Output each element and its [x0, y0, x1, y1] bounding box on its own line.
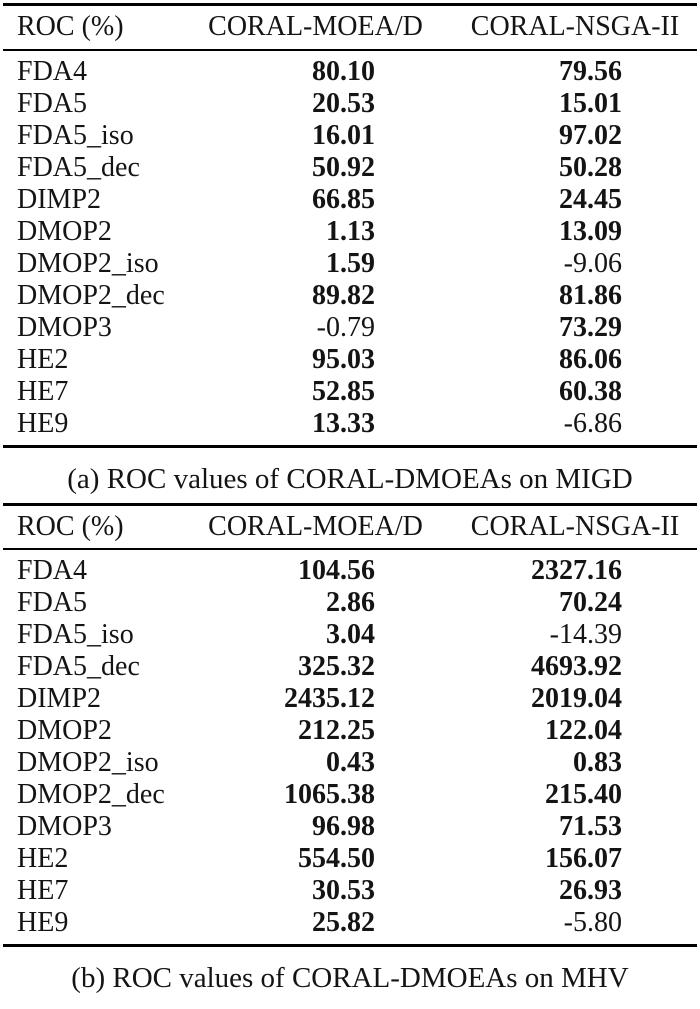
col-header-coral-moead: CORAL-MOEA/D — [208, 510, 423, 542]
problem-name-cell: DIMP2 — [17, 683, 102, 714]
table-row — [3, 875, 697, 907]
value-cell: 73.29 — [559, 311, 622, 343]
table-row — [3, 248, 697, 280]
problem-name-cell: FDA5_dec — [17, 651, 140, 682]
value-cell: 104.56 — [298, 555, 375, 586]
table-row — [3, 88, 697, 120]
problem-name-cell: FDA4 — [17, 555, 88, 586]
table-row — [3, 715, 697, 747]
problem-name-cell: HE9 — [17, 407, 69, 439]
value-cell: -6.86 — [563, 407, 622, 439]
value-cell: 52.85 — [312, 375, 375, 407]
problem-name-cell: HE2 — [17, 343, 69, 375]
value-cell: 215.40 — [545, 779, 622, 810]
value-cell: 212.25 — [298, 715, 375, 746]
problem-name-cell: DMOP2_iso — [17, 247, 159, 279]
problem-name-cell: DMOP3 — [17, 811, 112, 842]
table-row — [3, 344, 697, 376]
value-cell: 50.28 — [559, 151, 622, 183]
value-cell: 16.01 — [312, 119, 375, 151]
problem-name-cell: DMOP2 — [17, 715, 112, 746]
problem-name-cell: DMOP2_dec — [17, 279, 165, 311]
value-cell: 80.10 — [312, 55, 375, 87]
problem-name-cell: DMOP2_dec — [17, 779, 165, 810]
value-cell: -5.80 — [563, 907, 622, 938]
value-cell: 13.09 — [559, 215, 622, 247]
table-row — [3, 747, 697, 779]
col-header-coral-nsga2: CORAL-NSGA-II — [470, 11, 680, 43]
problem-name-cell: HE2 — [17, 843, 69, 874]
problem-name-cell: DIMP2 — [17, 183, 102, 215]
value-cell: 20.53 — [312, 87, 375, 119]
value-cell: 4693.92 — [531, 651, 622, 682]
value-cell: 66.85 — [312, 183, 375, 215]
table-row — [3, 619, 697, 651]
table-row — [3, 152, 697, 184]
table-section-a — [3, 3, 697, 497]
table-body-mhv — [3, 549, 697, 946]
table-row — [3, 216, 697, 248]
problem-name-cell: HE7 — [17, 875, 69, 906]
table-row — [3, 651, 697, 683]
value-cell: 13.33 — [312, 407, 375, 439]
table-caption-b: (b) ROC values of CORAL-DMOEAs on MHV — [71, 962, 629, 994]
value-cell: 95.03 — [312, 343, 375, 375]
roc-table-migd — [3, 3, 697, 448]
value-cell: 15.01 — [559, 87, 622, 119]
table-row — [3, 184, 697, 216]
table-row — [3, 120, 697, 152]
table-row — [3, 312, 697, 344]
value-cell: 71.53 — [559, 811, 622, 842]
col-header-roc-percent: ROC (%) — [17, 510, 124, 542]
value-cell: 50.92 — [312, 151, 375, 183]
value-cell: 86.06 — [559, 343, 622, 375]
table-row — [3, 549, 697, 587]
value-cell: 60.38 — [559, 375, 622, 407]
value-cell: 97.02 — [559, 119, 622, 151]
table-section-b — [3, 503, 697, 997]
problem-name-cell: DMOP2 — [17, 215, 112, 247]
header-row — [3, 5, 697, 50]
value-cell: -9.06 — [563, 247, 622, 279]
table-row — [3, 280, 697, 312]
value-cell: 1.59 — [326, 247, 375, 279]
problem-name-cell: FDA4 — [17, 55, 88, 87]
table-row — [3, 843, 697, 875]
value-cell: 0.43 — [326, 747, 375, 778]
col-header-roc-percent: ROC (%) — [17, 11, 124, 43]
value-cell: 81.86 — [559, 279, 622, 311]
problem-name-cell: HE7 — [17, 375, 69, 407]
value-cell: 156.07 — [545, 843, 622, 874]
value-cell: 96.98 — [312, 811, 375, 842]
table-row — [3, 907, 697, 946]
table-row — [3, 408, 697, 447]
roc-table-mhv — [3, 503, 697, 948]
col-header-coral-moead: CORAL-MOEA/D — [208, 11, 423, 43]
table-row — [3, 683, 697, 715]
table-row — [3, 779, 697, 811]
value-cell: -14.39 — [549, 619, 622, 650]
value-cell: 79.56 — [559, 55, 622, 87]
value-cell: 3.04 — [326, 619, 375, 650]
value-cell: 70.24 — [559, 587, 622, 618]
value-cell: 1065.38 — [284, 779, 375, 810]
problem-name-cell: HE9 — [17, 907, 69, 938]
problem-name-cell: DMOP2_iso — [17, 747, 159, 778]
value-cell: 122.04 — [545, 715, 622, 746]
table-body-migd — [3, 50, 697, 447]
value-cell: 2327.16 — [531, 555, 622, 586]
table-row — [3, 376, 697, 408]
value-cell: 1.13 — [326, 215, 375, 247]
problem-name-cell: FDA5 — [17, 587, 88, 618]
table-row — [3, 587, 697, 619]
value-cell: 24.45 — [559, 183, 622, 215]
value-cell: 30.53 — [312, 875, 375, 906]
value-cell: 26.93 — [559, 875, 622, 906]
problem-name-cell: FDA5_iso — [17, 119, 134, 151]
value-cell: 89.82 — [312, 279, 375, 311]
value-cell: -0.79 — [316, 311, 375, 343]
value-cell: 2019.04 — [531, 683, 622, 714]
problem-name-cell: DMOP3 — [17, 311, 112, 343]
problem-name-cell: FDA5 — [17, 87, 88, 119]
header-row — [3, 504, 697, 549]
value-cell: 2435.12 — [284, 683, 375, 714]
table-row — [3, 811, 697, 843]
table-caption-a: (a) ROC values of CORAL-DMOEAs on MIGD — [67, 462, 633, 495]
value-cell: 325.32 — [298, 651, 375, 682]
col-header-coral-nsga2: CORAL-NSGA-II — [470, 510, 680, 542]
value-cell: 2.86 — [326, 587, 375, 618]
value-cell: 25.82 — [312, 907, 375, 938]
table-row — [3, 50, 697, 88]
problem-name-cell: FDA5_dec — [17, 151, 140, 183]
value-cell: 554.50 — [298, 843, 375, 874]
problem-name-cell: FDA5_iso — [17, 619, 134, 650]
value-cell: 0.83 — [573, 747, 622, 778]
